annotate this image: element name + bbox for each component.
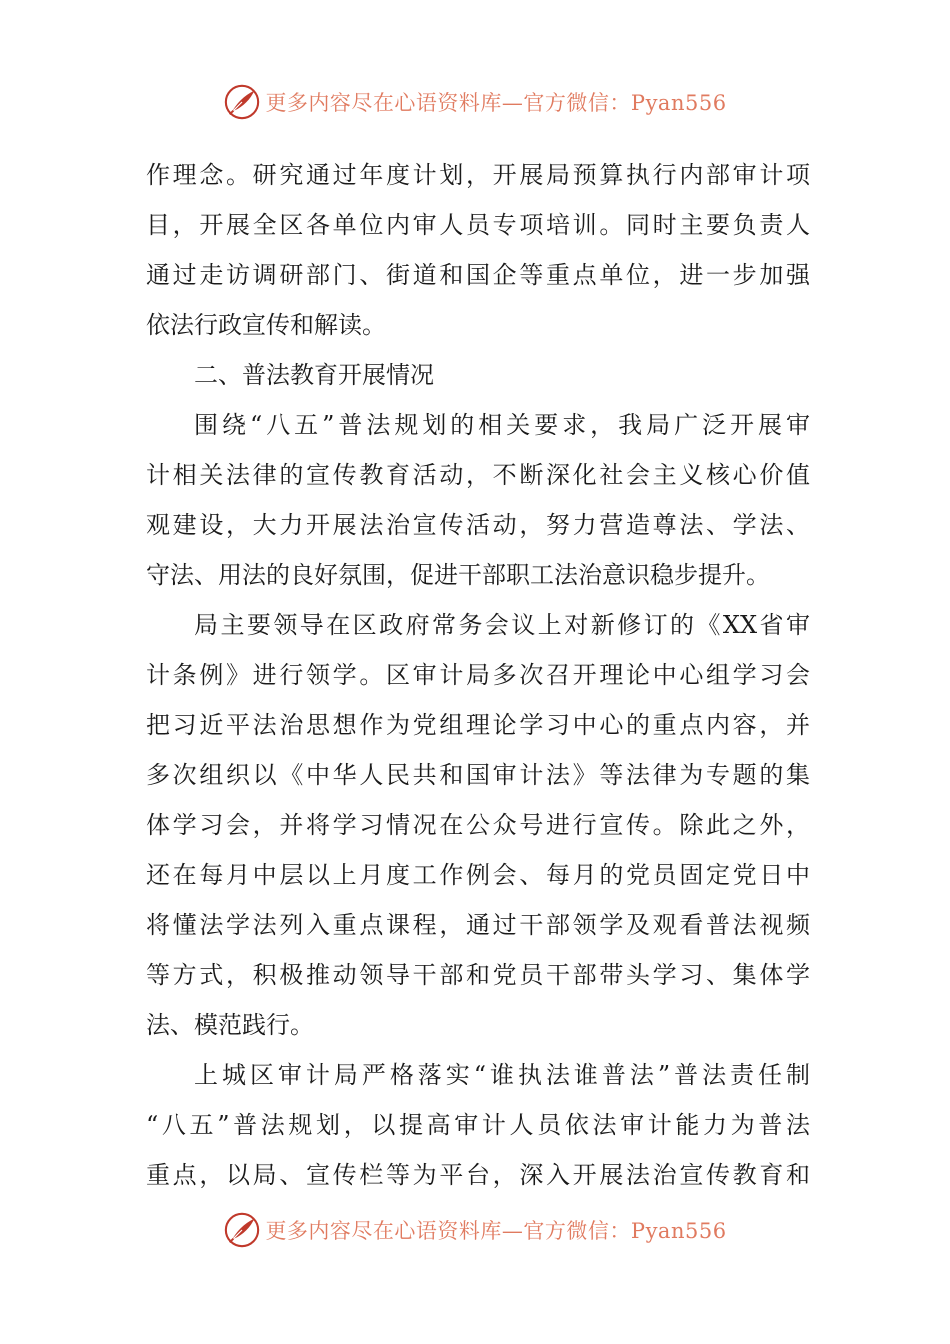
text-line: 重点，以局、宣传栏等为平台，深入开展法治宣传教育和 [146, 1161, 810, 1189]
footer-watermark [0, 1208, 950, 1252]
text-line: 观建设，大力开展法治宣传活动，努力营造尊法、学法、 [146, 511, 810, 539]
text-line: 依法行政宣传和解读。 [146, 311, 386, 339]
text-line: 守法、用法的良好氛围，促进干部职工法治意识稳步提升。 [146, 561, 770, 589]
text-line: 围绕“八五”普法规划的相关要求，我局广泛开展审 [194, 411, 810, 439]
watermark-text: 更多内容尽在心语资料库—官方微信：Pyan556 [265, 91, 727, 115]
text-line: 等方式，积极推动领导干部和党员干部带头学习、集体学 [146, 961, 810, 989]
text-line: 多次组织以《中华人民共和国审计法》等法律为专题的集 [146, 761, 810, 789]
text-line: 通过走访调研部门、街道和国企等重点单位，进一步加强 [146, 261, 810, 289]
quill-pen-logo [223, 1211, 261, 1249]
text-line: 体学习会，并将学习情况在公众号进行宣传。除此之外， [146, 811, 810, 839]
text-line: 法、模范践行。 [146, 1011, 314, 1039]
text-line: “八五”普法规划，以提高审计人员依法审计能力为普法 [146, 1111, 810, 1139]
quill-pen-logo [223, 83, 261, 121]
text-line: 上城区审计局严格落实“谁执法谁普法”普法责任制 [194, 1061, 810, 1089]
text-line: 计相关法律的宣传教育活动，不断深化社会主义核心价值 [146, 461, 810, 489]
text-line: 将懂法学法列入重点课程，通过干部领学及观看普法视频 [146, 911, 810, 939]
text-line: 还在每月中层以上月度工作例会、每月的党员固定党日中 [146, 861, 810, 889]
text-line: 目，开展全区各单位内审人员专项培训。同时主要负责人 [146, 211, 810, 239]
section-heading: 二、普法教育开展情况 [194, 361, 434, 389]
document-body [146, 150, 810, 1200]
watermark-text: 更多内容尽在心语资料库—官方微信：Pyan556 [265, 1219, 727, 1243]
text-line: 局主要领导在区政府常务会议上对新修订的《XX省审 [194, 611, 810, 639]
text-line: 作理念。研究通过年度计划，开展局预算执行内部审计项 [146, 161, 810, 189]
text-line: 计条例》进行领学。区审计局多次召开理论中心组学习会 [146, 661, 810, 689]
text-line: 把习近平法治思想作为党组理论学习中心的重点内容，并 [146, 711, 810, 739]
header-watermark [0, 80, 950, 124]
